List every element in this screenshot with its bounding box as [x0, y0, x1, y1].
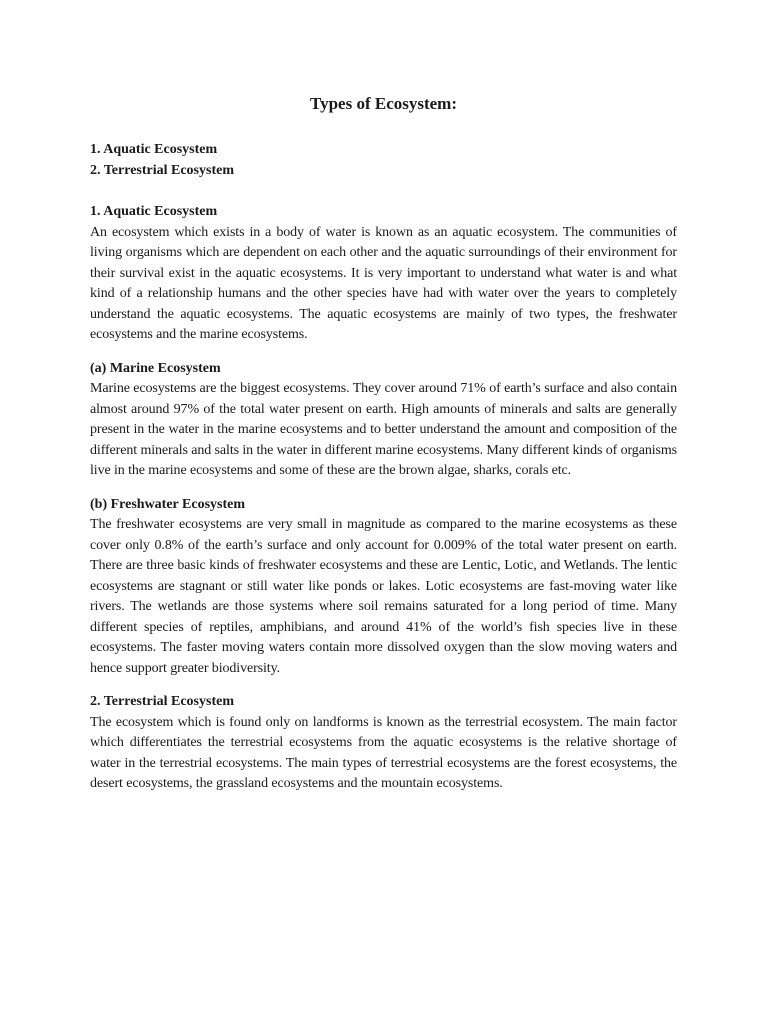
table-of-contents [90, 140, 677, 181]
document-page [90, 94, 677, 808]
section-terrestrial [90, 692, 677, 795]
toc-item-aquatic: 1. Aquatic Ecosystem [90, 142, 218, 157]
section-aquatic [90, 202, 677, 346]
page-title: Types of Ecosystem: [310, 94, 457, 113]
section-marine [90, 359, 677, 482]
section-body-freshwater: The freshwater ecosystems are very small in magnitude as compared to the marine ecosystems as these cover only 0.8% of the earth’s surface and only account for 0.009% of the total water present on earth. There are three basic kinds of freshwater ecosystems and these are Lentic, Lotic, and Wetlands. The lentic ecosystems are stagnant or still water like ponds or lakes. Lotic ecosystems are fast-moving water like rivers. The wetlands are those systems where soil remains saturated for a long period of time. Many different species of reptiles, amphibians, and around 41% of the world’s fish species live in these ecosystems. The faster moving waters contain more dissolved oxygen than the slow moving waters and hence support greater biodiversity. [90, 517, 677, 676]
section-freshwater [90, 495, 677, 680]
section-body-marine: Marine ecosystems are the biggest ecosystems. They cover around 71% of earth’s surface and also contain almost around 97% of the total water present on earth. High amounts of minerals and salts are generally present in the water in the marine ecosystems and to better understand the amount and composition of the different minerals and salts in the water in different marine ecosystems. Many different kinds of organisms live in the marine ecosystems and some of these are the brown algae, sharks, corals etc. [90, 381, 678, 478]
section-body-aquatic: An ecosystem which exists in a body of water is known as an aquatic ecosystem. The communities of living organisms which are dependent on each other and the aquatic surroundings of their environment for their survival exist in the aquatic ecosystems. It is very important to understand what water is and what kind of a relationship humans and the other species have had with water over the years to completely understand the aquatic ecosystems. The aquatic ecosystems are mainly of two types, the freshwater ecosystems and the marine ecosystems. [90, 224, 677, 342]
section-body-terrestrial: The ecosystem which is found only on landforms is known as the terrestrial ecosystem. The main factor which differentiates the terrestrial ecosystems from the aquatic ecosystems is the relative shortage of water in the terrestrial ecosystems. The main types of terrestrial ecosystems are the forest ecosystems, the desert ecosystems, the grassland ecosystems and the mountain ecosystems. [90, 714, 677, 791]
section-heading-aquatic: 1. Aquatic Ecosystem [90, 204, 218, 219]
section-heading-marine: (a) Marine Ecosystem [90, 360, 221, 376]
section-heading-freshwater: (b) Freshwater Ecosystem [90, 496, 246, 512]
toc-item-terrestrial: 2. Terrestrial Ecosystem [90, 162, 234, 178]
section-heading-terrestrial: 2. Terrestrial Ecosystem [90, 694, 234, 709]
